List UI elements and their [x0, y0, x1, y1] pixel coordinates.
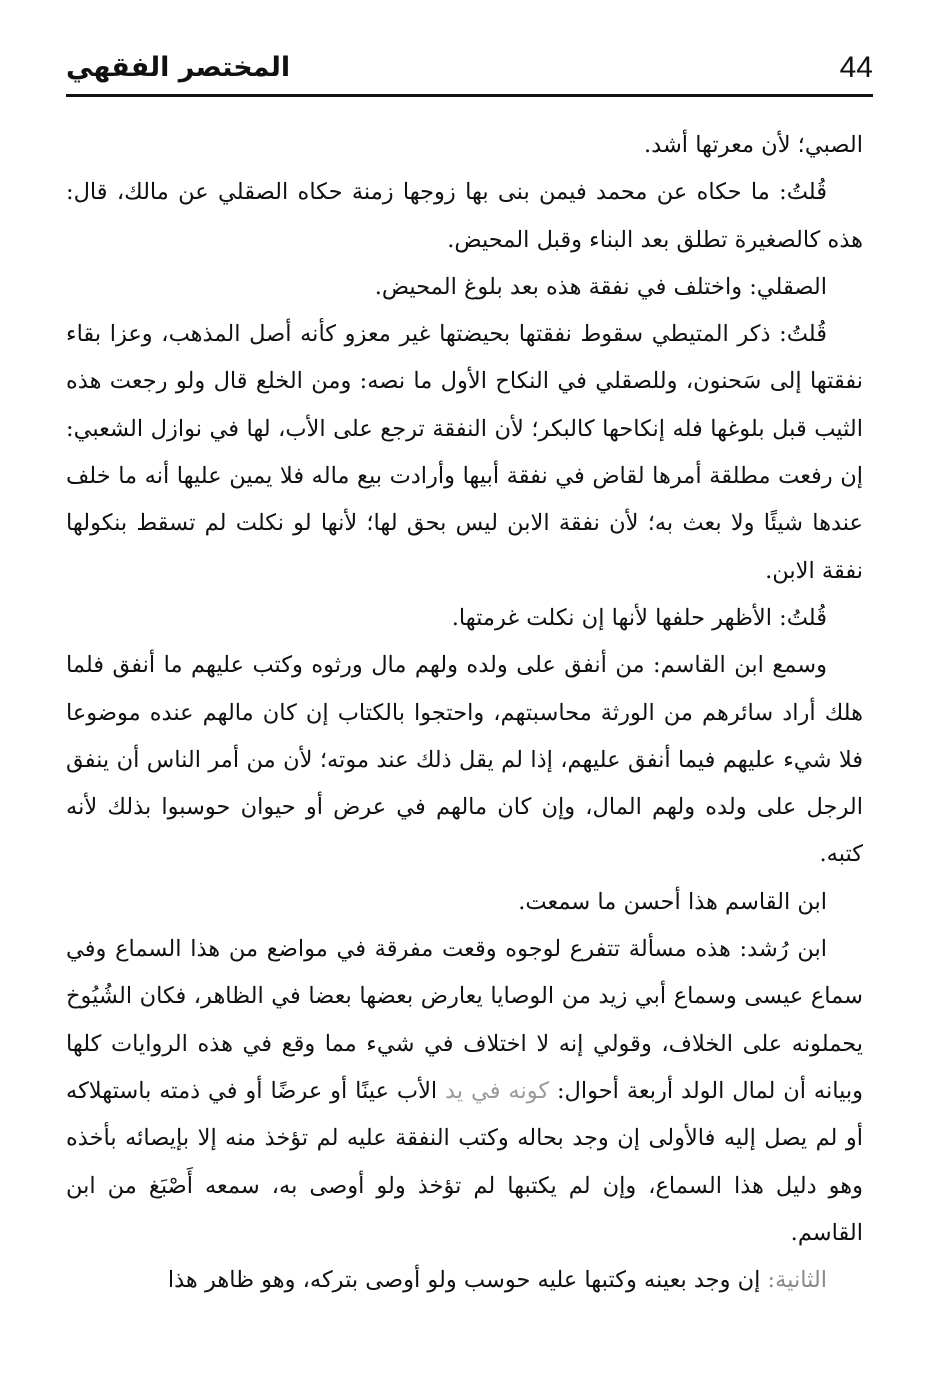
paragraph-3: الصقلي: واختلف في نفقة هذه بعد بلوغ المحيض. [374, 273, 827, 300]
paragraph-2: قُلتُ: ما حكاه عن محمد فيمن بنى بها زوجها زمنة حكاه الصقلي عن مالك، قال: هذه كالصغيرة تطلق بعد البناء وقبل المحيض. [66, 179, 863, 253]
page-number: 44 [839, 51, 873, 84]
body-text [66, 122, 863, 1304]
paragraph-8-tail: الأب عينًا أو عرضًا أو في ذمته باستهلاكه أو لم يصل إليه فالأولى إن وجد بحاله وكتب النفقة عليه لم تؤخذ منه إلا بإيصائه بأخذه وهو دليل هذا السماع، وإن لم يكتبها لم تؤخذ ولو أوصى به، سمعه أَصْبَغ من ابن القاسم. [66, 1077, 863, 1246]
paragraph-4: قُلتُ: ذكر المتيطي سقوط نفقتها بحيضتها غير معزو كأنه أصل المذهب، وعزا بقاء نفقتها إلى سَحنون، وللصقلي في النكاح الأول ما نصه: ومن الخلع قال ولو رجعت هذه الثيب قبل بلوغها فله إنكاحها كالبكر؛ لأن النفقة ترجع على الأب، لها في نوازل الشعبي: إن رفعت مطلقة أمرها لقاض في نفقة أبيها وأرادت بيع ماله فلا يمين عليها أنه ما خلف عندها شيئًا ولا بعث به؛ لأن نفقة الابن ليس بحق لها؛ لأنها لو نكلت لم تسقط بنكولها نفقة الابن. [66, 321, 863, 584]
paragraph-8-faded-text: كونه في يد [445, 1077, 550, 1104]
paragraph-8-main: ابن رُشد: هذه مسألة تتفرع لوجوه وقعت مفرقة في مواضع من هذا السماع وفي سماع عيسى وسماع أبي زيد من الوصايا يعارض بعضها بعضا في الظاهر، فكان الشُيُوخ يحملونه على الخلاف، وقولي إنه لا اختلاف في شيء مما وقع في هذه الروايات كلها وبيانه أن لمال الولد أربعة أحوال: [66, 936, 864, 1104]
page-header [66, 50, 873, 90]
paragraph-9-lead: الثانية: [760, 1267, 827, 1294]
running-title: المختصر الفقهي [66, 52, 291, 83]
paragraph-5: قُلتُ: الأظهر حلفها لأنها إن نكلت غرمتها. [451, 604, 827, 631]
paragraph-9-text: إن وجد بعينه وكتبها عليه حوسب ولو أوصى بتركه، وهو ظاهر هذا [167, 1267, 761, 1294]
paragraph-9 [66, 1257, 863, 1304]
paragraph-6: وسمع ابن القاسم: من أنفق على ولده ولهم مال ورثوه وكتب عليهم ما أنفق فلما هلك أراد سائرهم من الورثة محاسبتهم، واحتجوا بالكتاب إن كان مالهم عنده موضوعا فلا شيء عليهم فيما أنفق عليهم، إذا لم يقل ذلك عند موته؛ لأن من أمر الناس أن ينفق الرجل على ولده ولهم المال، وإن كان مالهم في عرض أو حيوان حوسبوا بذلك لأنه كتبه. [66, 652, 863, 868]
header-rule [66, 94, 873, 97]
paragraph-1: الصبي؛ لأن معرتها أشد. [643, 132, 863, 158]
paragraph-7: ابن القاسم هذا أحسن ما سمعت. [518, 888, 827, 915]
paragraph-8 [66, 926, 863, 1257]
